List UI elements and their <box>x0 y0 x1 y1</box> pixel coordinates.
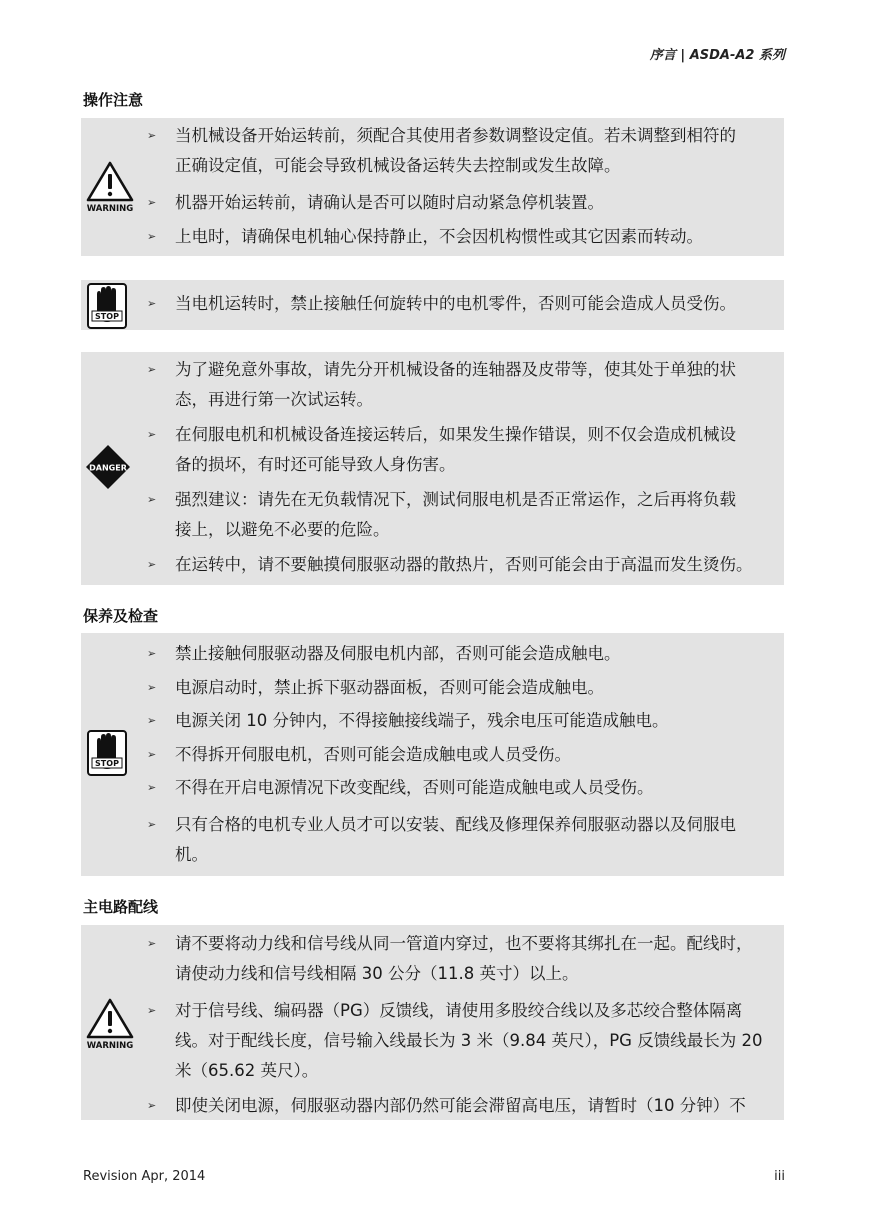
list-item: ➢ 只有合格的电机专业人员才可以安装、配线及修理保养伺服驱动器以及伺服电 机。 <box>147 815 736 864</box>
list-item: ➢ 不得拆开伺服电机，否则可能会造成触电或人员受伤。 <box>147 745 571 764</box>
section-title-maintenance: 保养及检查 <box>83 607 159 625</box>
section-title-operation: 操作注意 <box>83 91 144 109</box>
stop-hand-icon <box>85 729 129 781</box>
warning-icon-label: WARNING <box>86 204 134 212</box>
list-item: ➢ 禁止接触伺服驱动器及伺服电机内部，否则可能会造成触电。 <box>147 644 621 663</box>
list-item: ➢ 即使关闭电源，伺服驱动器内部仍然可能会滞留高电压，请暂时（10 分钟）不 <box>147 1096 746 1115</box>
list-item: ➢ 当机械设备开始运转前，须配合其使用者参数调整设定值。若未调整到相符的 正确设定值，可能会导致机械设备运转失去控制或发生故障。 <box>147 126 736 175</box>
list-item: ➢ 当电机运转时，禁止接触任何旋转中的电机零件，否则可能会造成人员受伤。 <box>147 294 736 313</box>
list-item: ➢ 机器开始运转前，请确认是否可以随时启动紧急停机装置。 <box>147 193 604 212</box>
list-item: ➢ 电源启动时，禁止拆下驱动器面板，否则可能会造成触电。 <box>147 678 604 697</box>
list-item: ➢ 强烈建议：请先在无负载情况下，测试伺服电机是否正常运作，之后再将负载 接上，以避免不必要的危险。 <box>147 490 736 539</box>
danger-icon-label: DANGER <box>89 463 127 473</box>
stop-box-operation <box>81 280 784 330</box>
list-item: ➢ 不得在开启电源情况下改变配线，否则可能造成触电或人员受伤。 <box>147 778 654 797</box>
stop-hand-icon <box>85 282 129 334</box>
list-item: ➢ 在伺服电机和机械设备连接运转后，如果发生操作错误，则不仅会造成机械设 备的损坏，有时还可能导致人身伤害。 <box>147 425 736 474</box>
section-title-main-circuit: 主电路配线 <box>83 898 159 916</box>
warning-icon <box>85 997 135 1053</box>
list-item: ➢ 为了避免意外事故，请先分开机械设备的连轴器及皮带等，使其处于单独的状 态，再进行第一次试运转。 <box>147 360 736 409</box>
list-item: ➢ 在运转中，请不要触摸伺服驱动器的散热片，否则可能会由于高温而发生烫伤。 <box>147 555 753 574</box>
page-header: 序言 | ASDA-A2 系列 <box>649 48 785 63</box>
danger-box-operation <box>81 352 784 585</box>
stop-box-maintenance <box>81 633 784 876</box>
list-item: ➢ 电源关闭 10 分钟内，不得接触接线端子，残余电压可能造成触电。 <box>147 711 669 730</box>
warning-icon <box>85 160 135 216</box>
footer-page-number: iii <box>774 1169 785 1184</box>
stop-icon-label: STOP <box>95 759 119 768</box>
footer-revision: Revision Apr, 2014 <box>83 1169 206 1184</box>
list-item: ➢ 对于信号线、编码器（PG）反馈线，请使用多股绞合线以及多芯绞合整体隔离 线。对于配线长度，信号输入线最长为 3 米（9.84 英尺），PG 反馈线最长为 20 米（65.62 英尺）。 <box>147 1001 763 1080</box>
warning-box-wiring <box>81 925 784 1120</box>
warning-icon-label: WARNING <box>86 1041 134 1049</box>
list-item: ➢ 请不要将动力线和信号线从同一管道内穿过，也不要将其绑扎在一起。配线时， 请使动力线和信号线相隔 30 公分（11.8 英寸）以上。 <box>147 934 753 983</box>
stop-icon-label: STOP <box>95 312 119 321</box>
danger-icon <box>85 444 131 494</box>
list-item: ➢ 上电时，请确保电机轴心保持静止，不会因机构惯性或其它因素而转动。 <box>147 227 703 246</box>
warning-box-operation <box>81 118 784 256</box>
